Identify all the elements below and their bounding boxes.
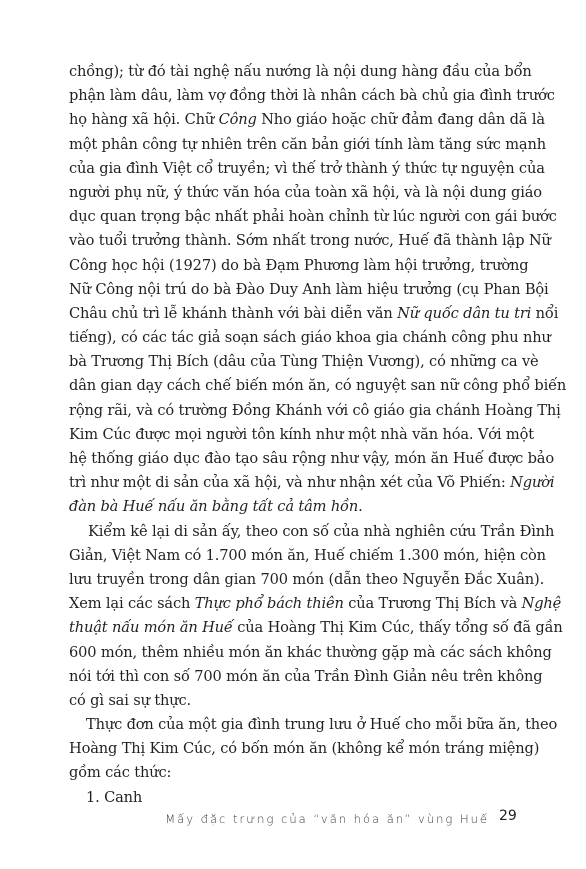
italic-text: Thực phổ bách thiên <box>194 595 344 613</box>
text-line <box>69 786 518 810</box>
page-footer <box>0 812 517 826</box>
text-run: dục quan trọng bậc nhất phải hoàn chỉnh từ lúc người con gái bước <box>69 208 557 226</box>
text-run: Xem lại các sách <box>69 595 195 613</box>
text-run: 1. Canh <box>86 788 143 806</box>
text-line <box>69 616 563 640</box>
text-line <box>69 592 562 616</box>
text-line <box>69 737 540 761</box>
text-run: Công học hội (1927) do bà Đạm Phương làm hội trưởng, trường <box>69 256 529 274</box>
text-line <box>69 471 555 495</box>
text-line <box>69 326 551 350</box>
text-run: Hoàng Thị Kim Cúc, có bốn món ăn (không kể món tráng miệng) <box>69 740 540 758</box>
paragraph-p3 <box>69 713 558 786</box>
text-run: Giản, Việt Nam có 1.700 món ăn, Huế chiếm 1.300 món, hiện còn <box>69 546 546 564</box>
paragraph-p1 <box>69 60 567 520</box>
italic-text: Nữ quốc dân tu tri <box>397 304 532 322</box>
text-line <box>69 641 552 665</box>
text-line <box>69 133 546 157</box>
text-run: trì như một di sản của xã hội, và như nhận xét của Võ Phiến: <box>69 474 511 492</box>
text-line <box>69 713 558 737</box>
text-line <box>69 423 534 447</box>
italic-text: Nghệ <box>521 595 562 613</box>
page-number: 29 <box>499 808 517 824</box>
text-run: Thực đơn của một gia đình trung lưu ở Huế cho mỗi bữa ăn, theo <box>86 716 558 734</box>
text-line <box>69 374 567 398</box>
text-line <box>69 495 518 519</box>
body-text <box>69 60 567 810</box>
running-head: Mấy đặc trưng của “văn hóa ăn” vùng Huế <box>165 812 489 826</box>
text-run: nổi <box>531 304 559 322</box>
text-line <box>69 254 529 278</box>
italic-text: đàn bà Huế nấu ăn bằng tất cả tâm hồn <box>69 498 359 516</box>
text-run: nói tới thì con số 700 món ăn của Trần Đình Giản nêu trên không <box>69 667 543 685</box>
text-run: Kiểm kê lại di sản ấy, theo con số của nhà nghiên cứu Trần Đình <box>88 522 555 540</box>
text-line <box>69 447 554 471</box>
text-line <box>69 108 545 132</box>
text-run: chồng); từ đó tài nghệ nấu nướng là nội dung hàng đầu của bổn <box>69 63 532 80</box>
text-line <box>69 181 542 205</box>
text-line <box>69 544 546 568</box>
text-run: . <box>358 498 363 516</box>
text-run: một phân công tự nhiên trên căn bản giới tính làm tăng sức mạnh <box>69 135 546 153</box>
text-run: của gia đình Việt cổ truyền; vì thế trở thành ý thức tự nguyện của <box>69 159 545 177</box>
text-line <box>69 60 532 84</box>
text-line <box>69 399 561 423</box>
text-line <box>69 157 545 181</box>
text-run: Nho giáo hoặc chữ đảm đang dân dã là <box>256 111 545 129</box>
text-run: dân gian dạy cách chế biến món ăn, có nguyệt san nữ công phổ biến <box>69 377 567 395</box>
text-run: lưu truyền trong dân gian 700 món (dẫn theo Nguyễn Đắc Xuân). <box>69 570 545 588</box>
italic-text: Người <box>510 474 555 492</box>
text-line <box>69 278 549 302</box>
italic-text: thuật nấu món ăn Huế <box>69 619 233 637</box>
text-line <box>69 229 551 253</box>
text-run: Kim Cúc được mọi người tôn kính như một nhà văn hóa. Với một <box>69 425 534 443</box>
text-line <box>69 568 545 592</box>
text-run: phận làm dâu, làm vợ đồng thời là nhân cách bà chủ gia đình trước <box>69 87 555 105</box>
text-run: gồm các thức: <box>69 764 172 782</box>
text-run: có gì sai sự thực. <box>69 691 192 709</box>
text-line <box>69 520 555 544</box>
text-run: của Trương Thị Bích và <box>343 595 522 613</box>
text-run: rộng rãi, và có trường Đồng Khánh với cô giáo gia chánh Hoàng Thị <box>69 401 561 419</box>
text-run: bà Trương Thị Bích (dâu của Tùng Thiện Vương), có những ca vè <box>69 353 539 371</box>
text-run: Nữ Công nội trú do bà Đào Duy Anh làm hiệu trưởng (cụ Phan Bội <box>69 280 549 298</box>
text-run: người phụ nữ, ý thức văn hóa của toàn xã hội, và là nội dung giáo <box>69 183 542 201</box>
text-line <box>69 302 559 326</box>
text-run: 600 món, thêm nhiều món ăn khác thường gặp mà các sách không <box>69 643 552 661</box>
text-line <box>69 665 543 689</box>
text-run: họ hàng xã hội. Chữ <box>69 111 219 129</box>
text-run: tiếng), có các tác giả soạn sách giáo khoa gia chánh công phu như <box>69 329 551 347</box>
paragraph-p4 <box>69 786 518 810</box>
paragraph-p2 <box>69 520 563 714</box>
text-run: của Hoàng Thị Kim Cúc, thấy tổng số đã gần <box>232 619 563 637</box>
text-line <box>69 84 555 108</box>
text-line <box>69 761 518 785</box>
text-run: hệ thống giáo dục đào tạo sâu rộng như vậy, món ăn Huế được bảo <box>69 450 554 467</box>
text-line <box>69 689 518 713</box>
text-run: Châu chủ trì lễ khánh thành với bài diễn văn <box>69 304 398 322</box>
text-line <box>69 350 539 374</box>
text-line <box>69 205 557 229</box>
text-run: vào tuổi trưởng thành. Sớm nhất trong nước, Huế đã thành lập Nữ <box>69 232 551 250</box>
italic-text: Công <box>218 111 257 129</box>
